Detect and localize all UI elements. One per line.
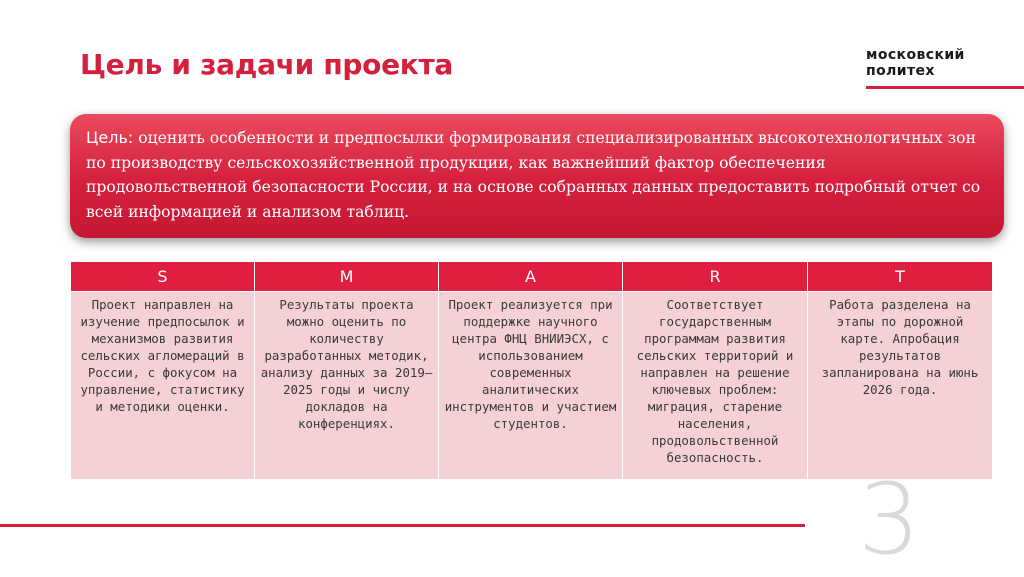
logo-line-1: московский (866, 47, 965, 63)
goal-text: оценить особенности и предпосылки формирования специализированных высокотехнологичных зон по производству сельскохозяйственной продукции, как важнейший фактор обеспечения продовольственной безопасности России, и на основе собранных данных предоставить подробный отчет со всей информацией и анализом таблиц. (86, 129, 981, 221)
smart-content-row (71, 292, 993, 480)
smart-header-t: T (808, 262, 993, 292)
smart-table (70, 261, 993, 480)
smart-header-r: R (623, 262, 808, 292)
logo-underline (866, 86, 1024, 89)
logo-line-2: политех (866, 63, 935, 79)
smart-header-row (71, 262, 993, 292)
smart-cell-m: Результаты проекта можно оценить по количеству разработанных методик, анализу данных за 2019–2025 годы и числу докладов на конференциях. (255, 292, 439, 480)
smart-header-s: S (71, 262, 255, 292)
smart-cell-t: Работа разделена на этапы по дорожной карте. Апробация результатов запланирована на июнь 2026 года. (808, 292, 993, 480)
page-number: 3 (858, 463, 921, 577)
smart-header-a: A (439, 262, 623, 292)
slide-title: Цель и задачи проекта (80, 48, 453, 81)
moscow-polytech-logo (866, 47, 965, 79)
goal-box (70, 114, 1004, 238)
smart-cell-a: Проект реализуется при поддержке научного центра ФНЦ ВНИИЭСХ, с использованием современных аналитических инструментов и участием студентов. (439, 292, 623, 480)
smart-cell-r: Соответствует государственным программам развития сельских территорий и направлен на решение ключевых проблем: миграция, старение населения, продовольственной безопасность. (623, 292, 808, 480)
smart-cell-s: Проект направлен на изучение предпосылок и механизмов развития сельских агломераций в России, с фокусом на управление, статистику и методики оценки. (71, 292, 255, 480)
bottom-divider (0, 524, 805, 527)
smart-header-m: M (255, 262, 439, 292)
goal-label: Цель: (86, 128, 134, 147)
